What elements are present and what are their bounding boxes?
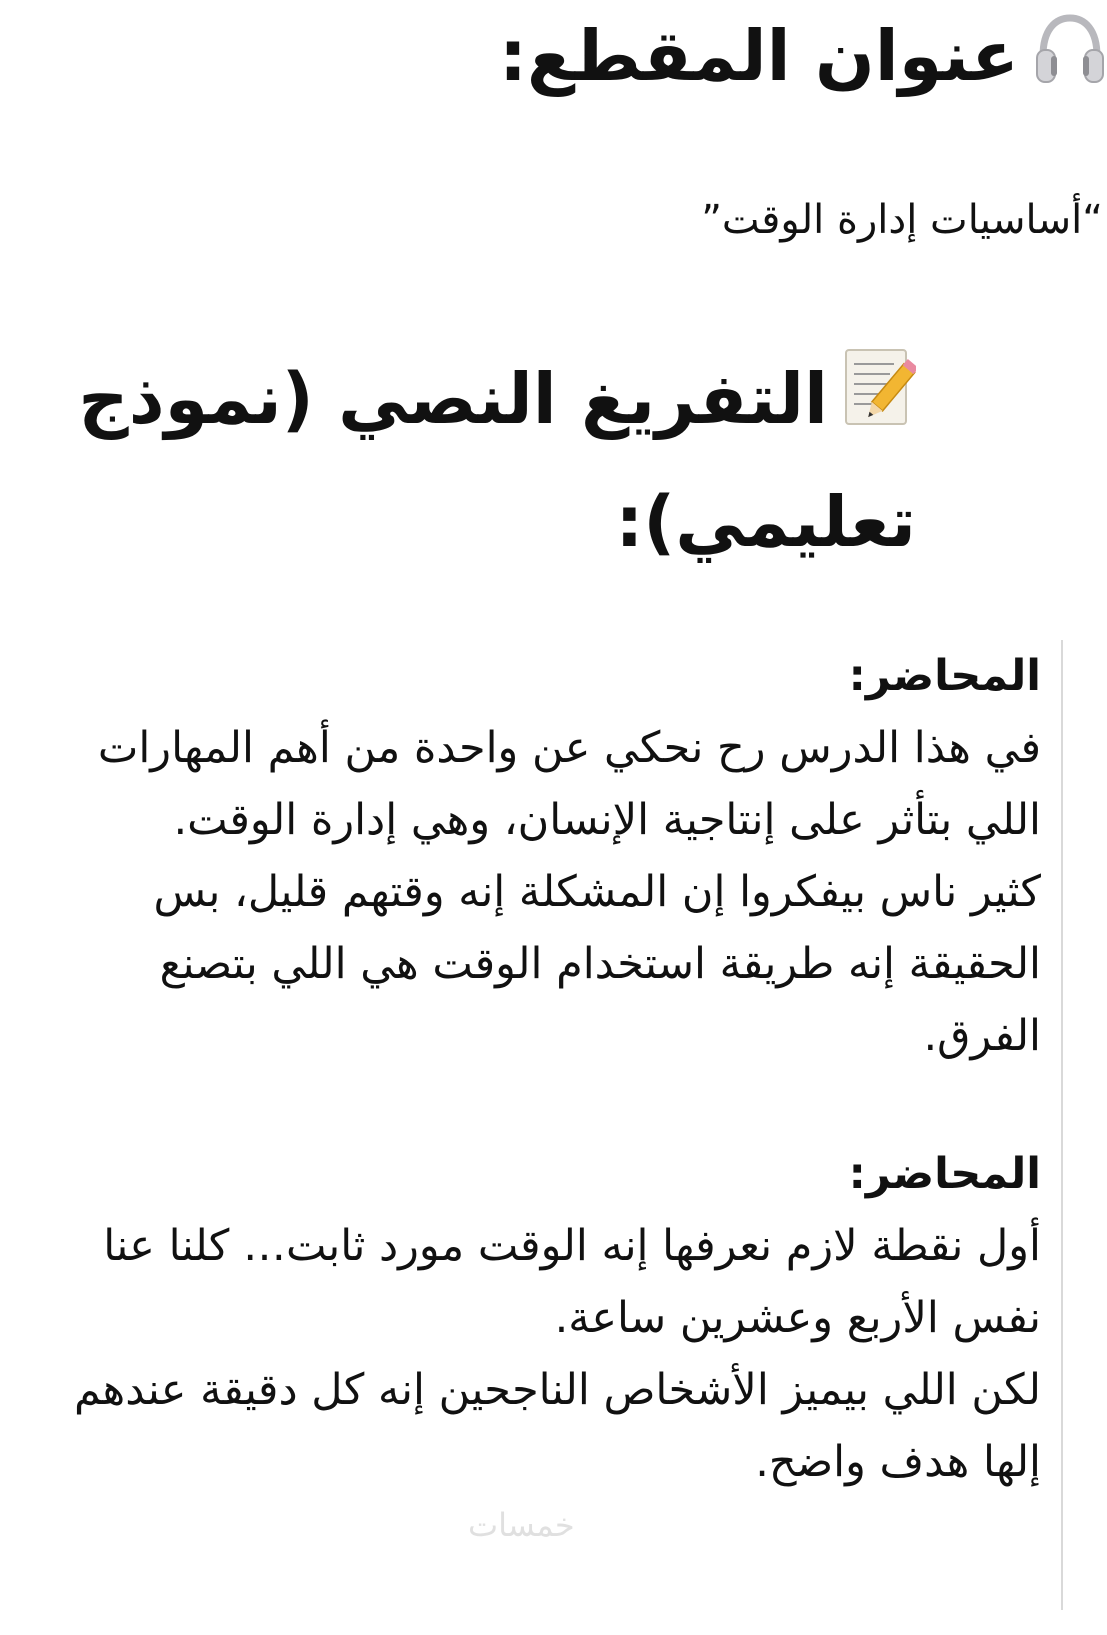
memo-pencil-icon xyxy=(842,345,916,463)
speaker-label: المحاضر: xyxy=(848,1149,1041,1199)
section-title xyxy=(56,8,1107,110)
speaker-label: المحاضر: xyxy=(848,651,1041,701)
transcript-paragraph: لكن اللي بيميز الأشخاص الناجحين إنه كل دقيقة عندهم إلها هدف واضح. xyxy=(73,1365,1041,1487)
section-title-text: عنوان المقطع: xyxy=(499,15,1019,97)
transcript-paragraph: في هذا الدرس رح نحكي عن واحدة من أهم المهارات اللي بتأثر على إنتاجية الإنسان، وهي إدارة الوقت. xyxy=(97,723,1041,845)
transcript-block xyxy=(61,1138,1061,1498)
transcript-heading xyxy=(56,340,916,581)
transcript-block xyxy=(61,640,1061,1072)
transcript-quote-block xyxy=(61,640,1063,1610)
transcript-paragraph: أول نقطة لازم نعرفها إنه الوقت مورد ثابت… كلنا عنا نفس الأربع وعشرين ساعة. xyxy=(103,1221,1041,1343)
video-title: “أساسيات إدارة الوقت” xyxy=(701,197,1103,243)
transcript-paragraph: كثير ناس بيفكروا إن المشكلة إنه وقتهم قليل، بس الحقيقة إنه طريقة استخدام الوقت هي اللي بتصنع الفرق. xyxy=(153,867,1041,1061)
watermark: خمسات xyxy=(468,1506,575,1544)
headphones-icon xyxy=(1033,12,1107,110)
transcript-heading-text: التفريغ النصي (نموذج تعليمي): xyxy=(78,358,916,563)
